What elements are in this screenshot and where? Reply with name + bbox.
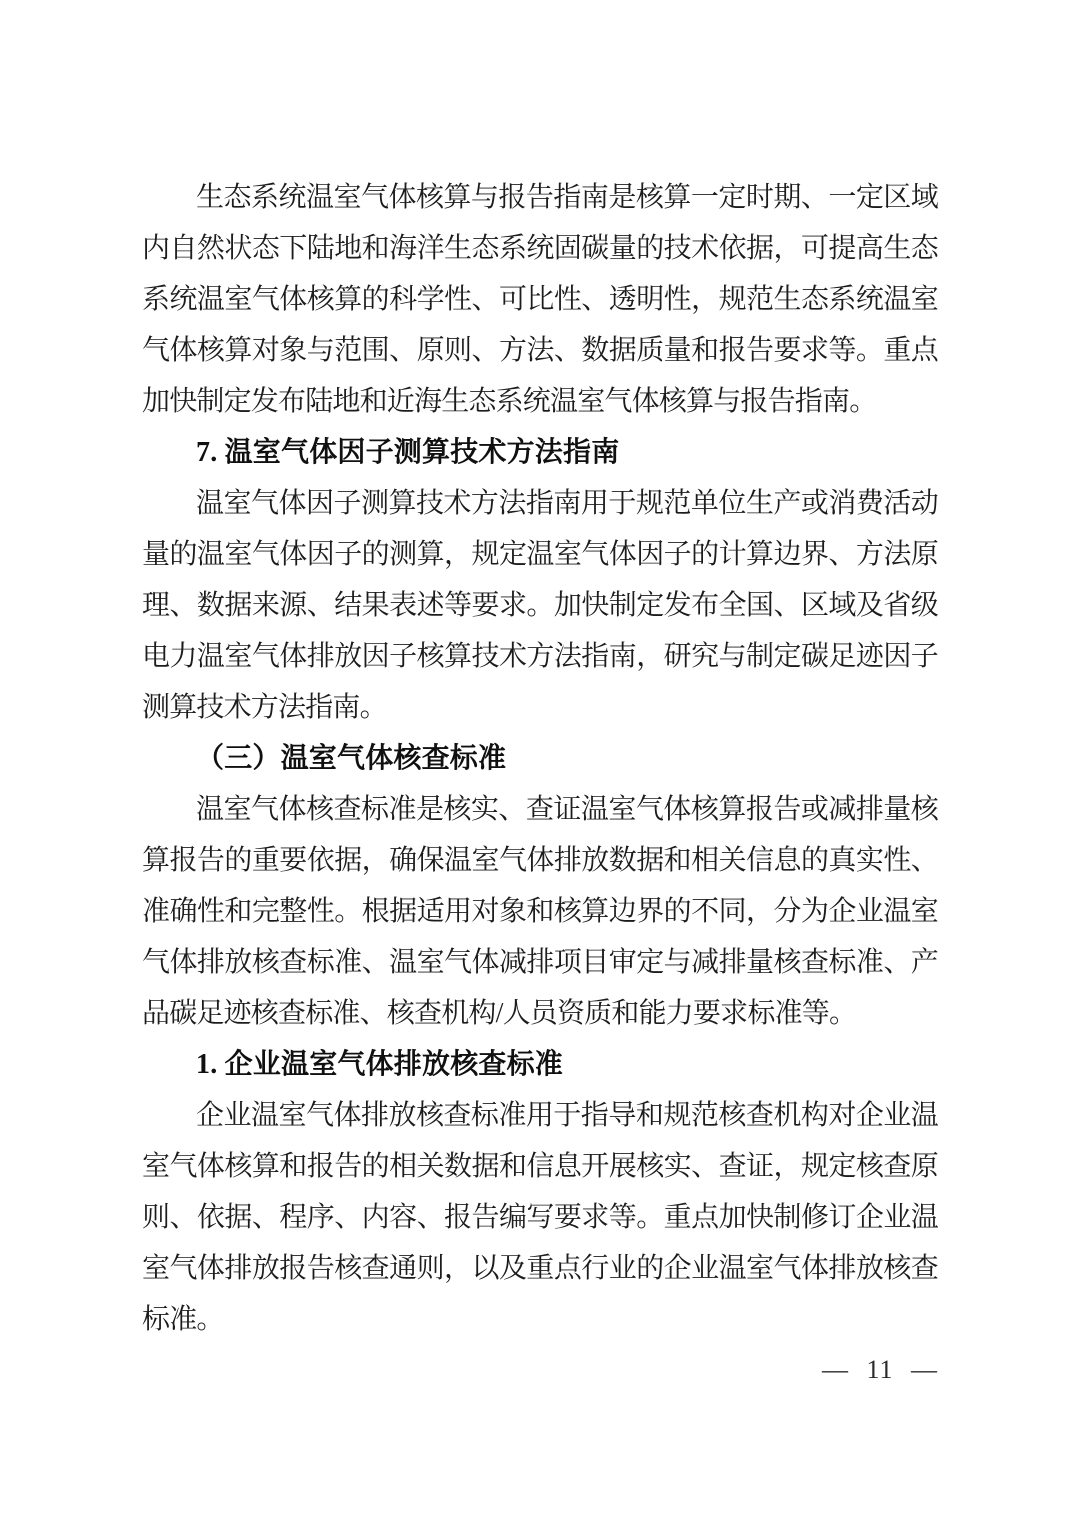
heading-text: 7. 温室气体因子测算技术方法指南 — [196, 437, 620, 468]
paragraph-line: 内自然状态下陆地和海洋生态系统固碳量的技术依据，可提高生态 — [142, 233, 938, 264]
paragraph — [142, 172, 938, 427]
paragraph-line: 加快制定发布陆地和近海生态系统温室气体核算与报告指南。 — [142, 386, 877, 417]
paragraph-line: 电力温室气体排放因子核算技术方法指南，研究与制定碳足迹因子 — [142, 641, 938, 672]
paragraph-line: 生态系统温室气体核算与报告指南是核算一定时期、一定区域 — [196, 182, 938, 213]
paragraph-line: 系统温室气体核算的科学性、可比性、透明性，规范生态系统温室 — [142, 284, 938, 315]
paragraph-line: 品碳足迹核查标准、核查机构/人员资质和能力要求标准等。 — [142, 998, 857, 1029]
paragraph-line: 温室气体核查标准是核实、查证温室气体核算报告或减排量核 — [196, 794, 938, 825]
paragraph-line: 算报告的重要依据，确保温室气体排放数据和相关信息的真实性、 — [142, 845, 938, 876]
paragraph — [142, 784, 938, 1039]
paragraph — [142, 478, 938, 733]
section-heading — [142, 733, 938, 784]
paragraph-line: 气体核算对象与范围、原则、方法、数据质量和报告要求等。重点 — [142, 335, 938, 366]
section-heading — [142, 427, 938, 478]
section-heading — [142, 1039, 938, 1090]
heading-text: 1. 企业温室气体排放核查标准 — [196, 1049, 564, 1080]
paragraph-line: 企业温室气体排放核查标准用于指导和规范核查机构对企业温 — [196, 1100, 938, 1131]
paragraph-line: 温室气体因子测算技术方法指南用于规范单位生产或消费活动 — [196, 488, 938, 519]
heading-text: （三）温室气体核查标准 — [196, 743, 507, 774]
paragraph-line: 理、数据来源、结果表述等要求。加快制定发布全国、区域及省级 — [142, 590, 938, 621]
paragraph-line: 气体排放核查标准、温室气体减排项目审定与减排量核查标准、产 — [142, 947, 938, 978]
document-body — [142, 172, 938, 1345]
paragraph-line: 室气体核算和报告的相关数据和信息开展核实、查证，规定核查原 — [142, 1151, 938, 1182]
paragraph-line: 量的温室气体因子的测算，规定温室气体因子的计算边界、方法原 — [142, 539, 938, 570]
page-number: — 11 — — [821, 1355, 938, 1384]
paragraph-line: 准确性和完整性。根据适用对象和核算边界的不同，分为企业温室 — [142, 896, 938, 927]
paragraph-line: 测算技术方法指南。 — [142, 692, 387, 723]
paragraph-line: 室气体排放报告核查通则，以及重点行业的企业温室气体排放核查 — [142, 1253, 938, 1284]
paragraph-line: 则、依据、程序、内容、报告编写要求等。重点加快制修订企业温 — [142, 1202, 938, 1233]
paragraph — [142, 1090, 938, 1345]
paragraph-line: 标准。 — [142, 1304, 224, 1335]
